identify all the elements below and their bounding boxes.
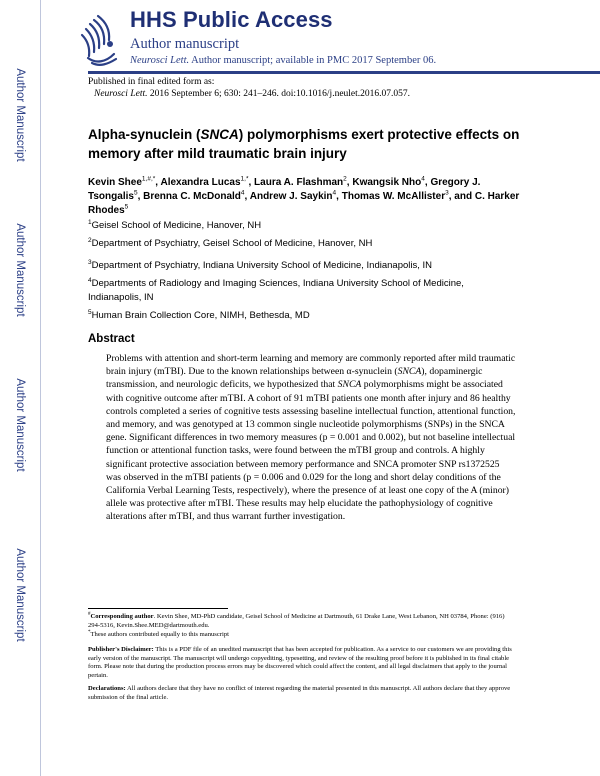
corresponding-author-note: #Corresponding author. Kevin Shee, MD-PhD candidate, Geisel School of Medicine at Dartmouth, 61 Drake Lane, West Lebanon, NH 03784, Phone: (916) 294-5316, Kevin.Shee.MED@dartmouth.edu. (88, 611, 505, 629)
sidebar-label: Author Manuscript (14, 548, 26, 642)
header-subtitle: Author manuscript (130, 36, 240, 52)
sidebar-divider (40, 0, 41, 776)
author: Brenna C. McDonald$^4$, (143, 189, 250, 202)
declarations-note: Declarations: All authors declare that they have no conflict of interest regarding the material presented in this manuscript. All authors declare that they approve submission of the final article. (88, 685, 511, 701)
abstract-body: Problems with attention and short-term learning and memory are commonly reported after mild traumatic brain injury (mTBI). Due to the known relationships between α-synuclein (SNCA), dopaminergic transmission, and neurologic deficits, we hypothesized that SNCA polymorphisms might be associated with cognitive outcome after mTBI. A cohort of 91 mTBI patients one month after injury and 86 healthy controls completed a series of cognitive tests assessing baseline intellectual function, attentional function, and memory, and was genotyped at 13 common single nucleotide polymorphisms (SNPs) in the SNCA gene. Significant differences in two memory measures (p = 0.001 and 0.002), but not baseline intellectual function or attentional function tasks, were found between the mTBI group and controls. A highly significant protective association between memory performance and SNCA promoter SNP rs1372525 was observed in the mTBI patients (p = 0.006 and 0.029 for the long and short delay conditions of the California Verbal Learning Tests, respectively), where the presence of at least one copy of the A (minor) allele was protective after mTBI. These results may help elucidate the pathophysiology of cognitive alterations after mTBI, and thus warrant further investigation. (106, 353, 516, 523)
header-rule (88, 71, 600, 74)
affiliation: $^4$Departments of Radiology and Imaging Sciences, Indiana University School of Medicine, Indianapolis, IN (88, 276, 464, 303)
citation (94, 89, 410, 99)
header-availability (130, 55, 436, 66)
hhs-eagle-logo-icon (76, 12, 120, 68)
author: Gregory J. Tsongalis$^5$, (88, 177, 481, 202)
affiliation: $^2$Department of Psychiatry, Geisel School of Medicine, Hanover, NH (88, 236, 373, 249)
publisher-disclaimer: Publisher's Disclaimer: This is a PDF file of an unedited manuscript that has been accepted for publication. As a service to our customers we are providing this early version of the manuscript. The manuscript will undergo copyediting, typesetting, and review of the resulting proof before it is published in its final citable form. Please note that during the production process errors may be discovered which could affect the content, and all legal disclaimers that apply to the journal pertain. (88, 646, 512, 679)
sidebar-label: Author Manuscript (14, 68, 26, 162)
author-list (88, 176, 528, 218)
abstract-heading: Abstract (88, 333, 135, 345)
author: Kevin Shee$^{1,\#,*}$, (88, 175, 161, 188)
journal-name: Neurosci Lett. (130, 55, 190, 66)
affiliation: $^1$Geisel School of Medicine, Hanover, NH (88, 218, 262, 231)
affiliation: $^3$Department of Psychiatry, Indiana University School of Medicine, Indianapolis, IN (88, 258, 433, 271)
article-title (88, 125, 543, 163)
availability-text: Author manuscript; available in PMC 2017 September 06. (191, 55, 437, 66)
footnote-rule (88, 608, 228, 609)
sidebar-label: Author Manuscript (14, 223, 26, 317)
author: Laura A. Flashman$^2$, (254, 175, 353, 188)
author: Kwangsik Nho$^4$, (352, 175, 431, 188)
author: C. Harker Rhodes$^5$ (88, 191, 520, 216)
published-label: Published in final edited form as: (88, 77, 215, 87)
title-part: Alpha-synuclein ( (88, 127, 201, 142)
header-title: HHS Public Access (130, 7, 333, 32)
sidebar (0, 0, 40, 776)
citation-text: 2016 September 6; 630: 241–246. doi:10.1016/j.neulet.2016.07.057. (149, 89, 411, 99)
affiliation: $^5$Human Brain Collection Core, NIMH, Bethesda, MD (88, 308, 310, 321)
equal-contribution-note: *These authors contributed equally to this manuscript (88, 629, 229, 638)
author: Andrew J. Saykin$^4$, (249, 189, 342, 202)
title-part: ) polymorphisms exert protective effects on memory after mild traumatic brain injury (88, 127, 520, 161)
author: Alexandra Lucas$^{1,*}$, (160, 175, 255, 188)
author: Thomas W. McAllister$^3$, and (341, 189, 475, 202)
title-gene: SNCA (200, 127, 239, 142)
citation-journal: Neurosci Lett. (94, 89, 148, 99)
sidebar-label: Author Manuscript (14, 378, 26, 472)
